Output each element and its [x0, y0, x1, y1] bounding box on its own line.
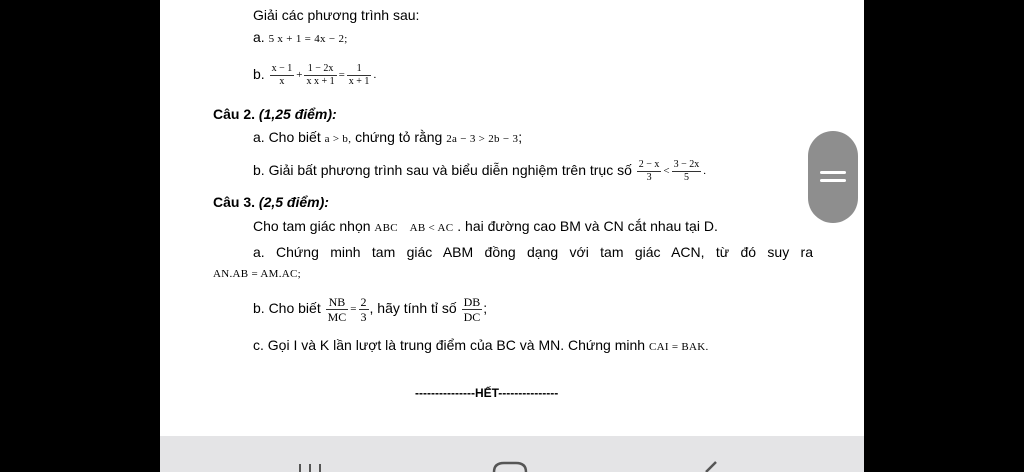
question-2a: a. Cho biết a > b, chứng tỏ rằng 2a − 3 > 2b − 3;: [253, 129, 523, 145]
fraction-db-dc: $\frac{DB}{DC}$: [463, 294, 481, 324]
recent-apps-icon[interactable]: [295, 458, 325, 472]
question-3-heading: Câu 3. (2,5 điểm):: [213, 194, 329, 210]
fraction-nb-mc: $\frac{NB}{MC}$: [327, 294, 347, 324]
fraction-b3: $\frac{1}{x + 1}$: [348, 62, 370, 87]
question-2b: b. Giải bất phương trình sau và biểu diễn nghiệm trên trục số $\frac{2 - x}{3}$ < $\frac{3 - 2x}{5}$ .: [253, 158, 707, 183]
equation-a-expression: 5 x + 1 = 4x − 2;: [268, 33, 348, 45]
question-2-heading: Câu 2. (1,25 điểm):: [213, 106, 337, 122]
fraction-2b-left: $\frac{2 - x}{3}$: [638, 158, 660, 183]
question-3-statement: Cho tam giác nhọn ABC AB < AC . hai đường cao BM và CN cắt nhau tại D.: [253, 218, 718, 234]
question-3a-line2: AN.AB = AM.AC;: [213, 268, 302, 280]
home-icon[interactable]: [490, 458, 530, 472]
exercise-intro: Giải các phương trình sau:: [253, 7, 420, 23]
grip-line-icon: [820, 179, 846, 182]
fraction-b1: $\frac{x - 1}{x}$: [271, 62, 293, 87]
equation-a: [253, 28, 348, 48]
equation-a-label: a.: [253, 29, 265, 45]
fraction-b2: $\frac{1 - 2x}{\text{x x + 1}}$: [306, 62, 335, 87]
end-mark: ---------------HẾT---------------: [415, 386, 559, 400]
question-3a-line1: a. Chứng minh tam giác ABM đồng dạng với tam giác ACN, từ đó suy ra: [253, 244, 813, 260]
fraction-2b-right: $\frac{3 - 2x}{5}$: [673, 158, 700, 183]
grip-line-icon: [820, 171, 846, 174]
equation-b-label: b.: [253, 66, 265, 82]
back-icon[interactable]: [700, 458, 720, 472]
fraction-two-thirds: $\frac{2}{3}$: [360, 294, 367, 324]
scroll-handle[interactable]: [808, 131, 858, 223]
question-3b: b. Cho biết $\frac{NB}{MC}$ = $\frac{2}{3}$ , hãy tính tỉ số $\frac{DB}{DC}$ ;: [253, 294, 488, 324]
question-3c: c. Gọi I và K lần lượt là trung điểm của BC và MN. Chứng minh CAI = BAK.: [253, 337, 709, 353]
equation-b: b. $\frac{x - 1}{x}$ + $\frac{1 - 2x}{\text{x x + 1}}$ = $\frac{1}{x + 1}$ .: [253, 62, 377, 87]
